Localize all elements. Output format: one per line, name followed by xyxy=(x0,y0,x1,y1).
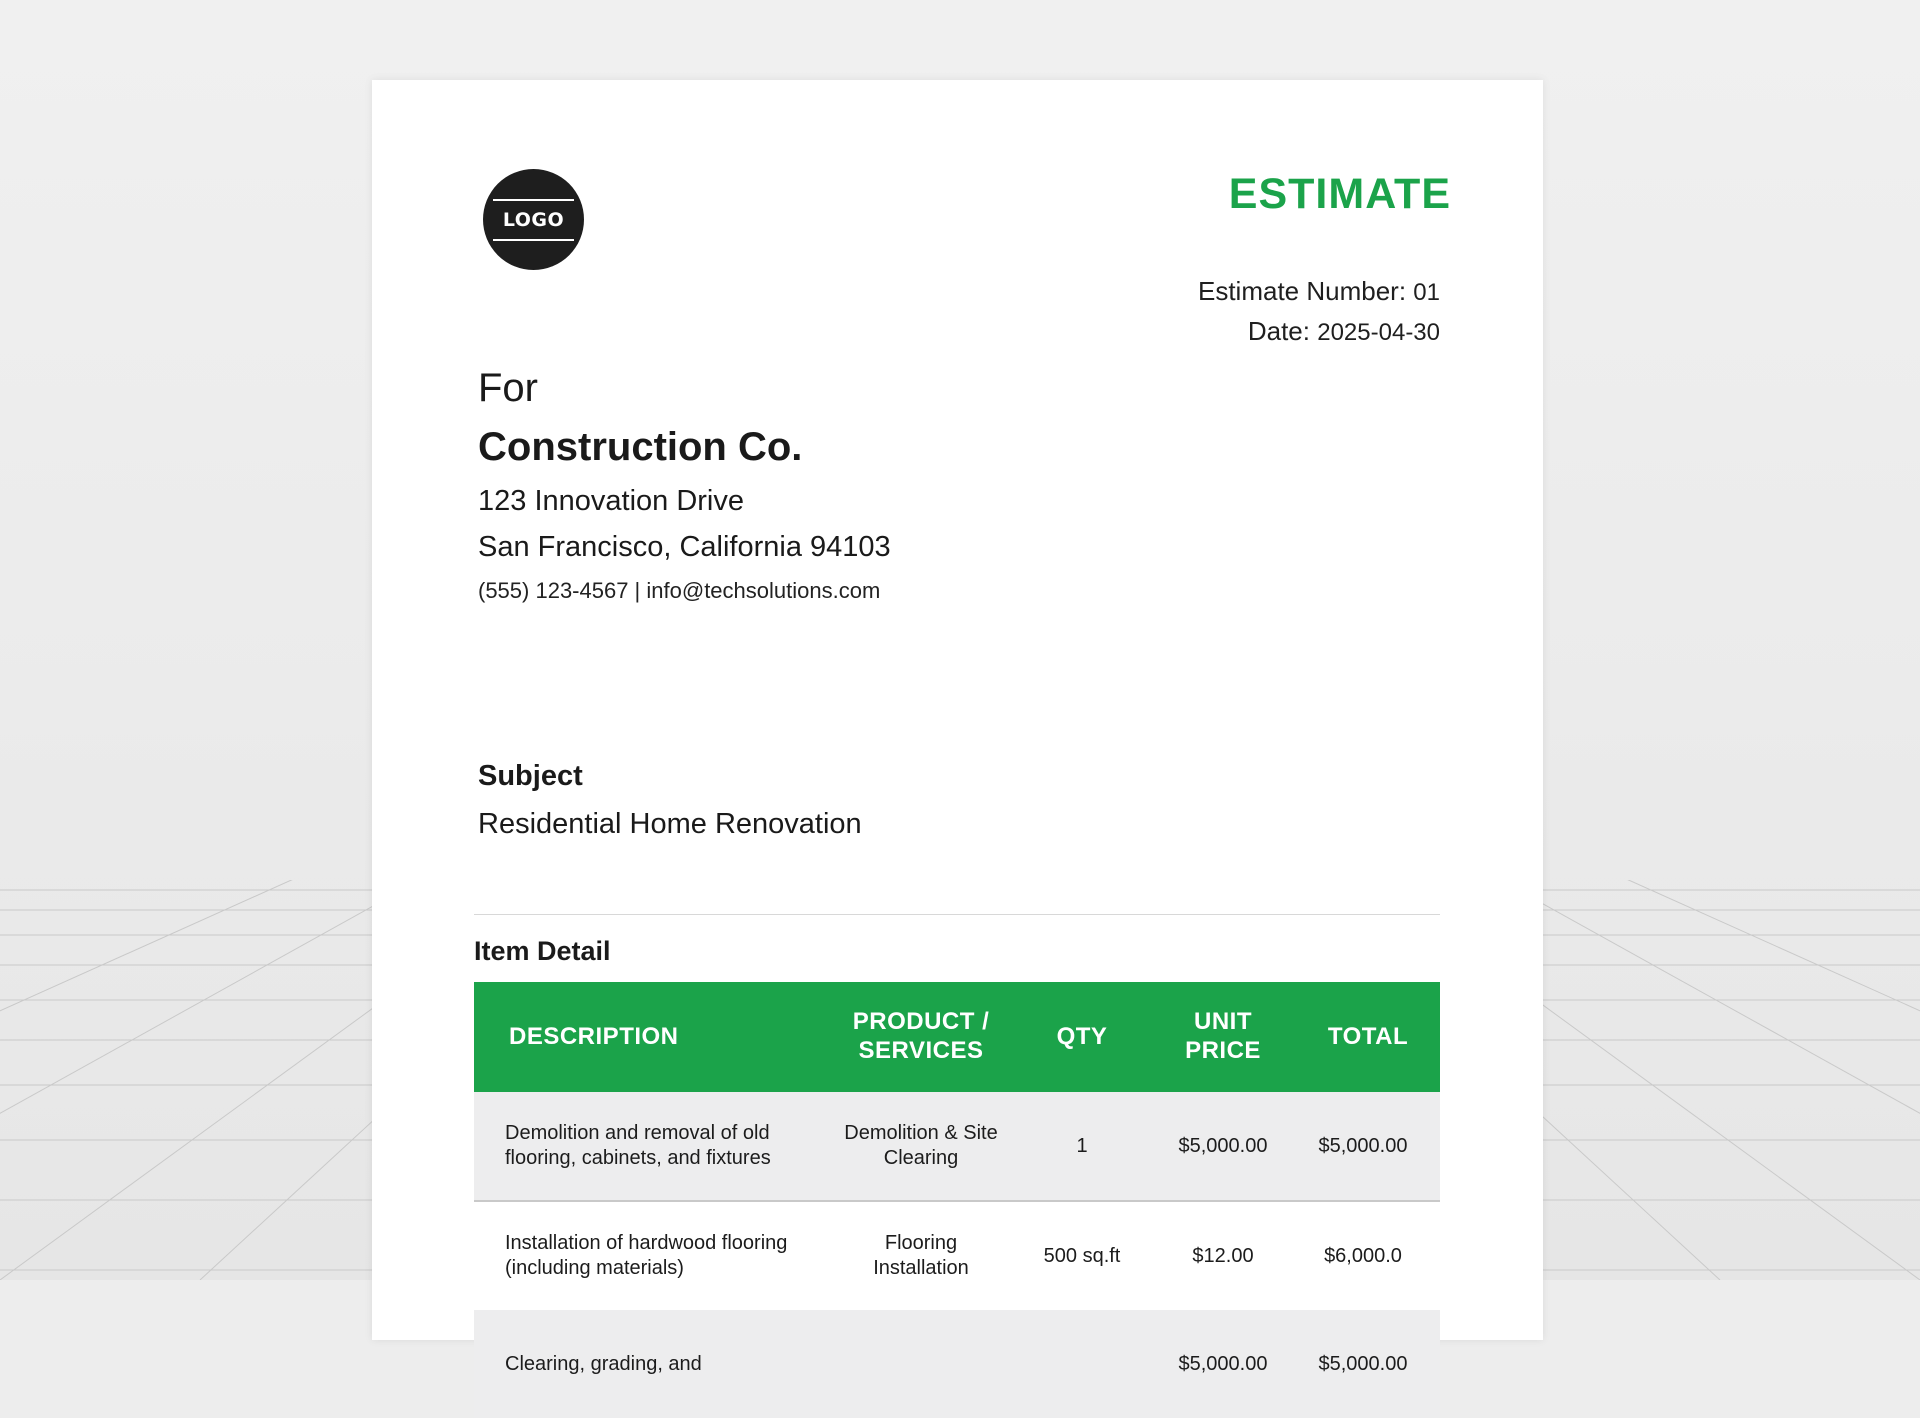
row-total: $5,000.00 xyxy=(1296,1310,1440,1418)
header-unit-price xyxy=(1150,982,1296,1092)
client-name: Construction Co. xyxy=(478,425,803,469)
header-unit-line2: PRICE xyxy=(1185,1037,1261,1064)
document-title: ESTIMATE xyxy=(1228,170,1451,218)
estimate-date xyxy=(1248,316,1440,347)
estimate-document xyxy=(372,80,1543,1375)
items-table xyxy=(474,982,1440,1418)
estimate-date-value: 2025-04-30 xyxy=(1317,319,1440,346)
logo-bottom-rule xyxy=(493,239,574,241)
row-total: $5,000.00 xyxy=(1296,1092,1440,1201)
estimate-date-label: Date: xyxy=(1247,316,1310,346)
item-detail-title: Item Detail xyxy=(474,936,611,966)
row-unit-price: $12.00 xyxy=(1192,1244,1254,1267)
logo-text: LOGO xyxy=(502,208,565,231)
subject-label: Subject xyxy=(478,760,583,792)
row-qty: 500 sq.ft xyxy=(1043,1244,1121,1267)
for-label: For xyxy=(478,366,538,410)
row-description: Demolition and removal of old flooring, cabinets, and fixtures xyxy=(474,1092,828,1201)
logo-top-rule xyxy=(493,199,574,201)
row-product xyxy=(828,1310,1014,1418)
subject-value: Residential Home Renovation xyxy=(478,808,862,840)
row-description: Clearing, grading, and xyxy=(474,1310,828,1418)
client-address-line1: 123 Innovation Drive xyxy=(478,485,744,517)
header-product-line2: SERVICES xyxy=(858,1037,984,1064)
estimate-number-value: 01 xyxy=(1413,279,1440,306)
row-qty: 1 xyxy=(1014,1092,1150,1201)
header-qty: QTY xyxy=(1014,982,1150,1092)
client-address-line2: San Francisco, California 94103 xyxy=(478,531,891,563)
row-unit-price: $5,000.00 xyxy=(1150,1310,1296,1418)
section-divider xyxy=(474,914,1440,915)
table-row xyxy=(474,1310,1440,1418)
row-product: Demolition & Site Clearing xyxy=(828,1092,1014,1201)
header-description: DESCRIPTION xyxy=(474,982,828,1092)
table-row xyxy=(474,1092,1440,1201)
header-product-line1: PRODUCT / xyxy=(852,1008,990,1036)
header-total: TOTAL xyxy=(1296,982,1440,1092)
company-logo xyxy=(483,169,584,270)
row-total: $6,000.0 xyxy=(1324,1244,1402,1267)
header-unit-line1: UNIT xyxy=(1194,1008,1252,1036)
table-header-row xyxy=(474,982,1440,1092)
row-qty xyxy=(1014,1310,1150,1418)
table-row xyxy=(474,1201,1440,1310)
row-product: Flooring Installation xyxy=(873,1232,969,1279)
estimate-number xyxy=(1198,276,1440,307)
client-contact: (555) 123-4567 | info@techsolutions.com xyxy=(478,578,881,603)
client-block xyxy=(478,368,891,602)
header-product-services xyxy=(828,982,1014,1092)
estimate-number-label: Estimate Number: xyxy=(1197,276,1407,306)
row-unit-price: $5,000.00 xyxy=(1150,1092,1296,1201)
row-description: Installation of hardwood flooring (including materials) xyxy=(505,1232,788,1279)
